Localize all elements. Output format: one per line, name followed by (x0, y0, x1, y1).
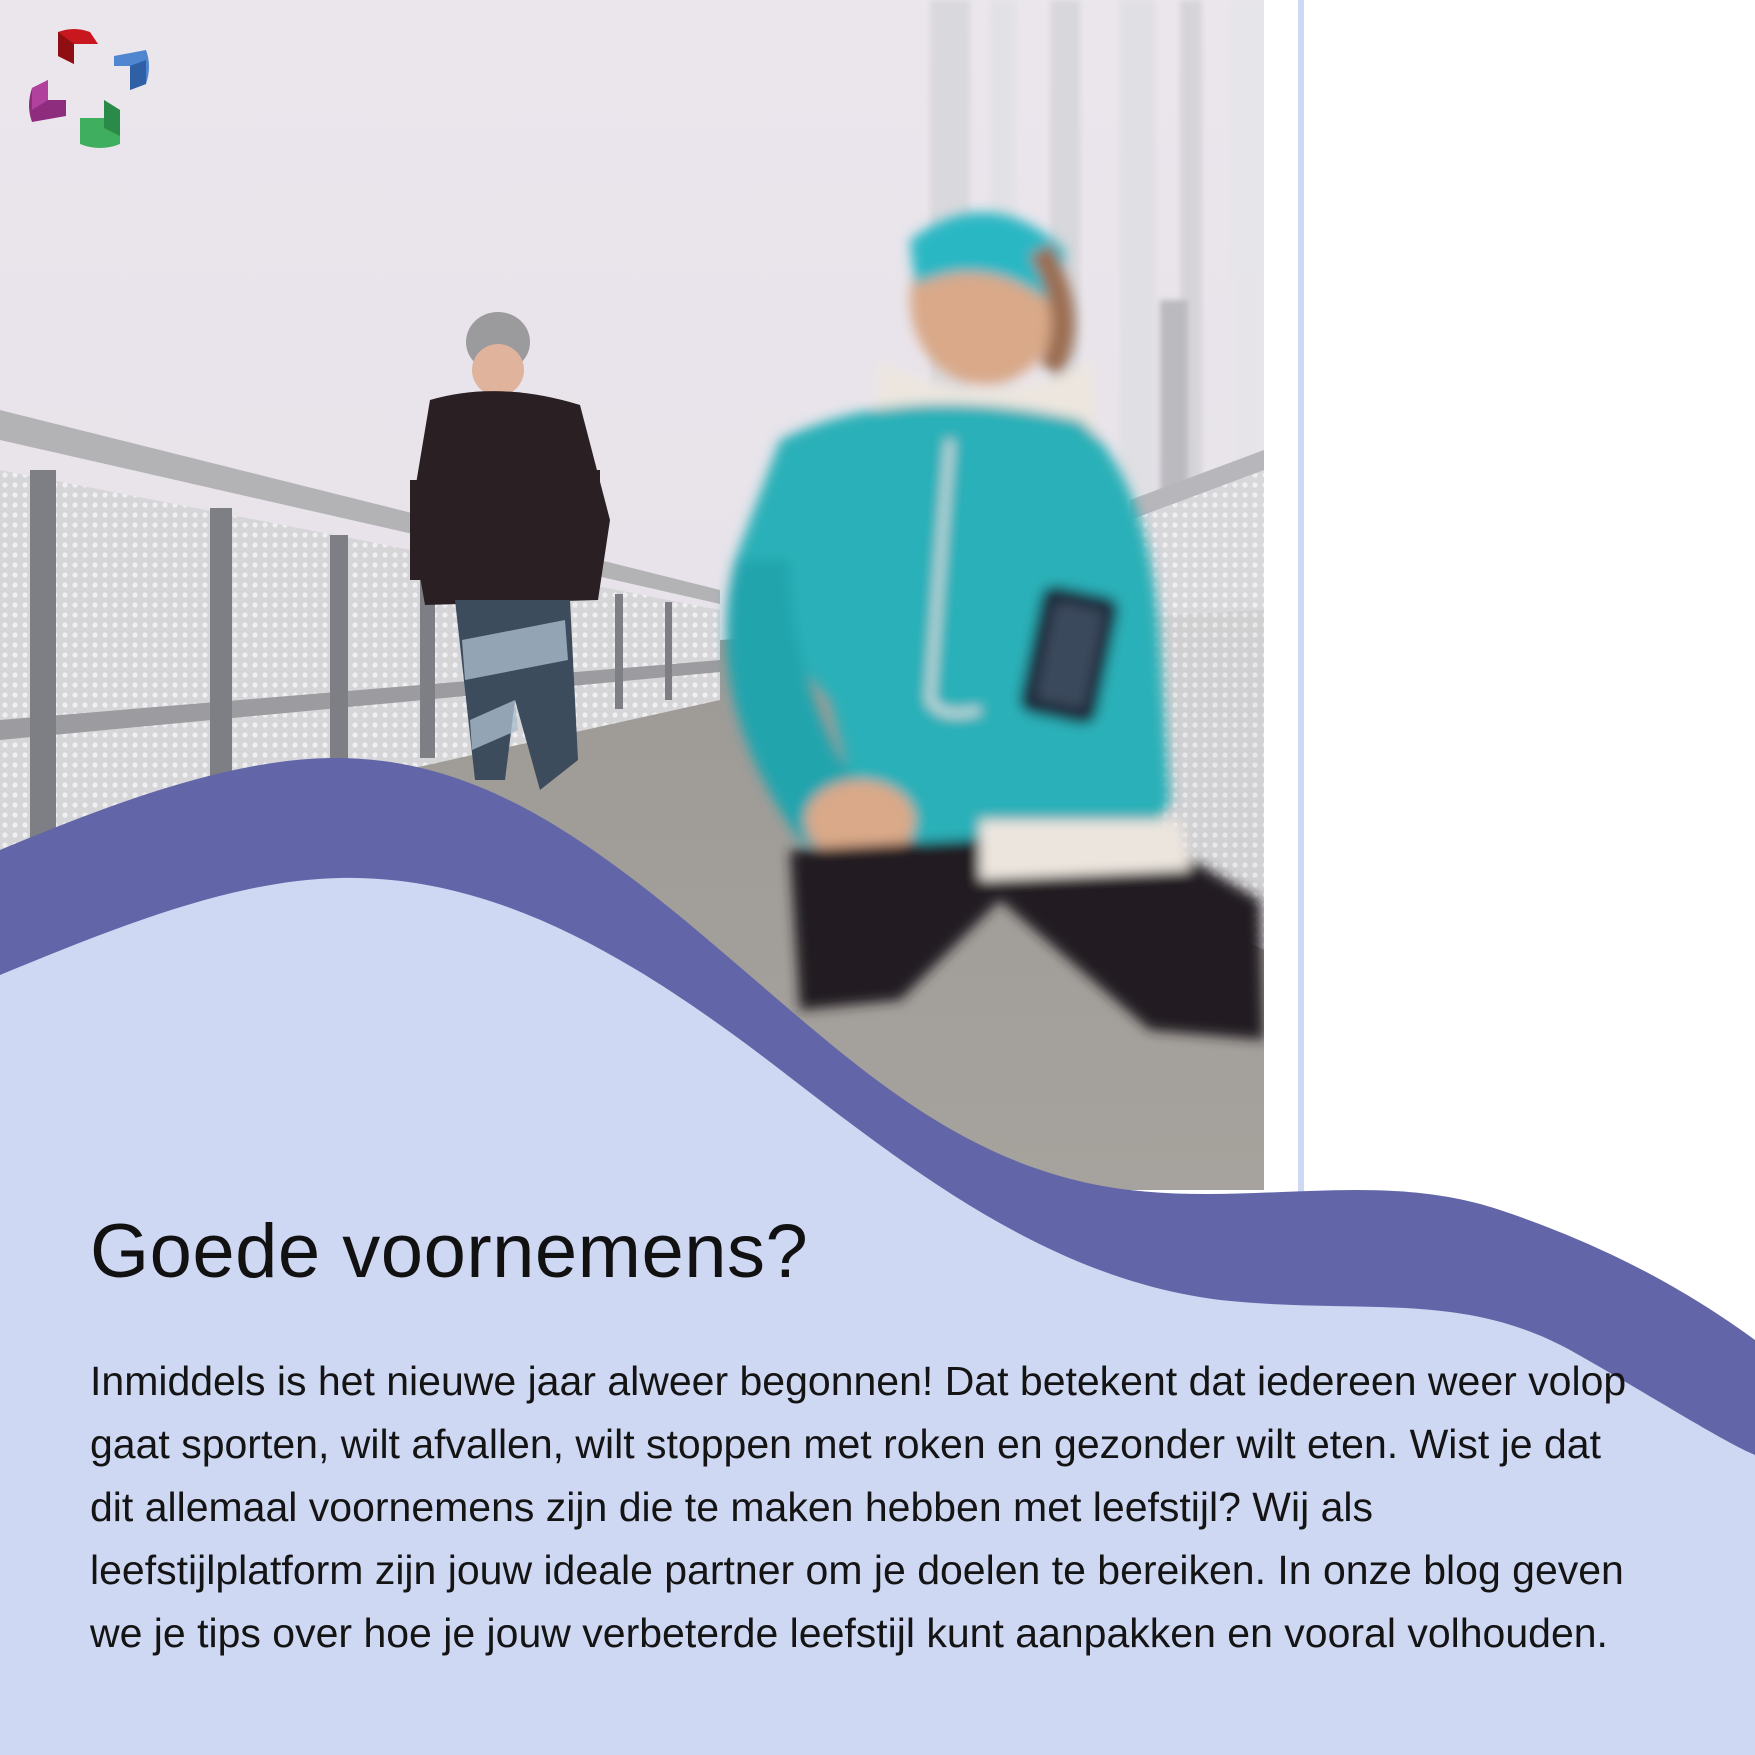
body-paragraph: Inmiddels is het nieuwe jaar alweer begonnen! Dat betekent dat iedereen weer volop gaat sporten, wilt afvallen, wilt stoppen met roken en gezonder wilt eten. Wist je dat dit allemaal voornemens zijn die te maken hebben met leefstijl? Wij als leefstijlplatform zijn jouw ideale partner om je doelen te bereiken. In onze blog geven we je tips over hoe je jouw verbeterde leefstijl kunt aanpakken en vooral volhouden. (90, 1357, 1627, 1656)
brand-logo-icon (26, 26, 152, 152)
headline: Goede voornemens? (90, 1209, 809, 1294)
content-block (90, 1210, 1650, 1665)
